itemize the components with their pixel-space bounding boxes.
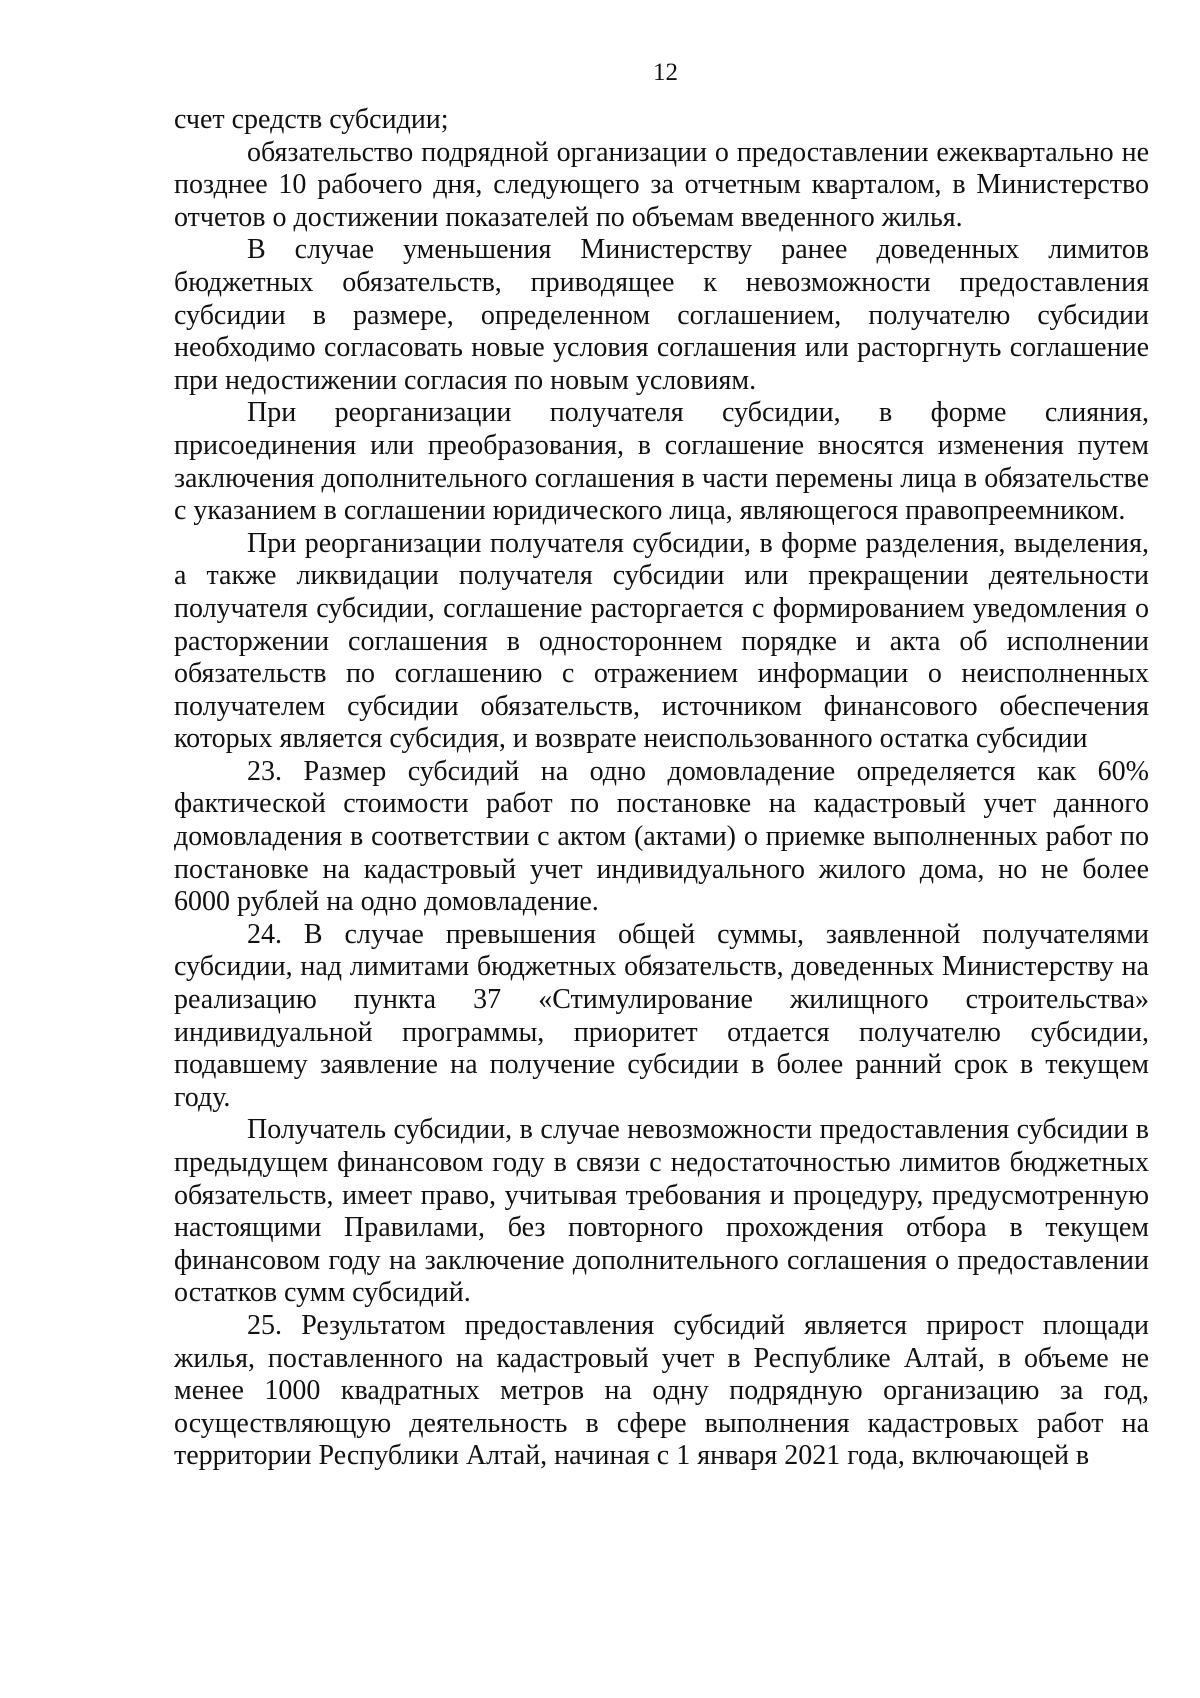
document-page (174, 58, 1149, 1473)
document-body (174, 104, 1149, 1473)
paragraph-1: счет средств субсидии; (174, 104, 449, 135)
paragraph-5: При реорганизации получателя субсидии, в форме разделения, выделения, а также ликвидации получателя субсидии или прекращении деятельности получателя субсидии, соглашение расторгается с формированием уведомления о расторжении соглашения в одностороннем порядке и акта об исполнении обязательств по соглашению с отражением информации о неисполненных получателем субсидии обязательств, источником финансового обеспечения которых является субсидия, и возврате неиспользованного остатка субсидии (174, 527, 1149, 755)
page-number: 12 (653, 59, 678, 86)
paragraph-6: 23. Размер субсидий на одно домовладение определяется как 60% фактической стоимости работ по постановке на кадастровый учет данного домовладения в соответствии с актом (актами) о приемке выполненных работ по постановке на кадастровый учет индивидуального жилого дома, но не более 6000 рублей на одно домовладение. (174, 755, 1149, 918)
paragraph-4: При реорганизации получателя субсидии, в форме слияния, присоединения или преобразования, в соглашение вносятся изменения путем заключения дополнительного соглашения в части перемены лица в обязательстве с указанием в соглашении юридического лица, являющегося правопреемником. (174, 397, 1149, 527)
paragraph-2: обязательство подрядной организации о предоставлении ежеквартально не позднее 10 рабочего дня, следующего за отчетным кварталом, в Министерство отчетов о достижении показателей по объемам введенного жилья. (174, 136, 1149, 233)
paragraph-7: 24. В случае превышения общей суммы, заявленной получателями субсидии, над лимитами бюджетных обязательств, доведенных Министерству на реализацию пункта 37 «Стимулирование жилищного строительства» индивидуальной программы, приоритет отдается получателю субсидии, подавшему заявление на получение субсидии в более ранний срок в текущем году. (174, 918, 1149, 1113)
paragraph-3: В случае уменьшения Министерству ранее доведенных лимитов бюджетных обязательств, приводящее к невозможности предоставления субсидии в размере, определенном соглашением, получателю субсидии необходимо согласовать новые условия соглашения или расторгнуть соглашение при недостижении согласия по новым условиям. (174, 234, 1149, 396)
paragraph-8: Получатель субсидии, в случае невозможности предоставления субсидии в предыдущем финансовом году в связи с недостаточностью лимитов бюджетных обязательств, имеет право, учитывая требования и процедуру, предусмотренную настоящими Правилами, без повторного прохождения отбора в текущем финансовом году на заключение дополнительного соглашения о предоставлении остатков сумм субсидий. (174, 1114, 1149, 1309)
paragraph-9: 25. Результатом предоставления субсидий является прирост площади жилья, поставленного на кадастровый учет в Республике Алтай, в объеме не менее 1000 квадратных метров на одну подрядную организацию за год, осуществляющую деятельность в сфере выполнения кадастровых работ на территории Республики Алтай, начиная с 1 января 2021 года, включающей в (174, 1309, 1149, 1472)
